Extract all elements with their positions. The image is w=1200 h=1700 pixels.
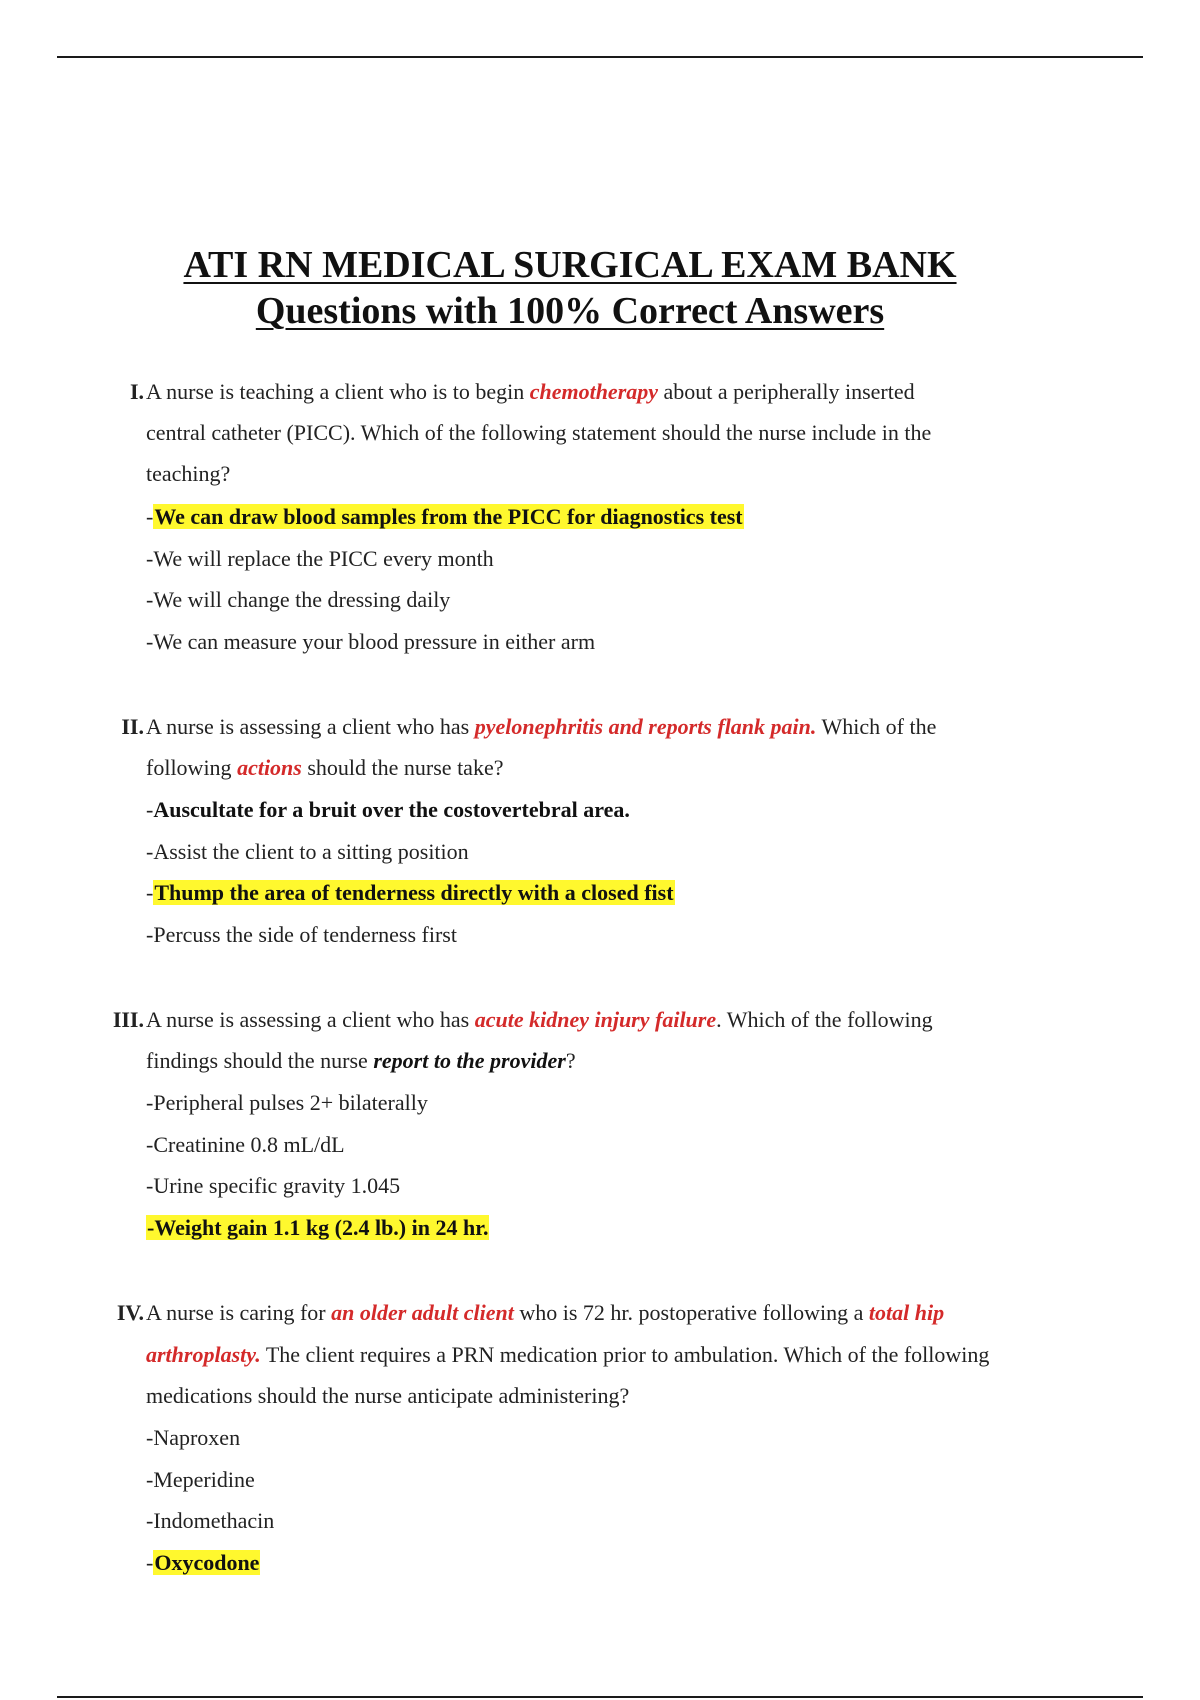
question-number: I. [129,379,144,404]
answer-option-correct: -Thump the area of tenderness directly with a closed fist [146,880,674,905]
question-stem: teaching? [146,461,231,486]
answer-option: -We can measure your blood pressure in either arm [146,629,596,654]
answer-option: -Assist the client to a sitting position [146,839,469,864]
answer-option: -Meperidine [146,1467,255,1492]
question-number: IV. [116,1300,144,1325]
question-stem: A nurse is caring for an older adult client who is 72 hr. postoperative following a total hip [146,1300,945,1325]
page-subtitle: Questions with 100% Correct Answers [255,290,885,332]
question-stem: A nurse is teaching a client who is to begin chemotherapy about a peripherally inserted [146,379,915,404]
top-rule [57,56,1143,58]
bottom-rule [57,1696,1143,1698]
question-stem: A nurse is assessing a client who has acute kidney injury failure. Which of the following [146,1007,933,1032]
question-stem: medications should the nurse anticipate administering? [146,1383,630,1408]
question-number: II. [121,714,144,739]
page-title: ATI RN MEDICAL SURGICAL EXAM BANK [183,244,957,286]
answer-option: -Naproxen [146,1425,241,1450]
question-stem: arthroplasty. The client requires a PRN medication prior to ambulation. Which of the following [146,1342,990,1367]
answer-option: -Auscultate for a bruit over the costovertebral area. [146,797,630,822]
answer-option: -Indomethacin [146,1508,275,1533]
answer-option: -Percuss the side of tenderness first [146,922,457,947]
question-number: III. [112,1007,144,1032]
answer-option-correct: -We can draw blood samples from the PICC for diagnostics test [146,504,743,529]
question-stem: A nurse is assessing a client who has pyelonephritis and reports flank pain. Which of the [146,714,937,739]
answer-option-correct: -Weight gain 1.1 kg (2.4 lb.) in 24 hr. [147,1215,489,1240]
answer-option: -We will replace the PICC every month [146,546,494,571]
question-stem: following actions should the nurse take? [146,755,504,780]
answer-option-correct: -Oxycodone [146,1550,260,1575]
question-stem: findings should the nurse report to the provider? [146,1048,576,1073]
answer-option: -Creatinine 0.8 mL/dL [146,1132,345,1157]
answer-option: -Peripheral pulses 2+ bilaterally [146,1090,428,1115]
answer-option: -Urine specific gravity 1.045 [146,1173,401,1198]
answer-option: -We will change the dressing daily [146,587,451,612]
question-stem: central catheter (PICC). Which of the following statement should the nurse include in the [146,420,932,445]
